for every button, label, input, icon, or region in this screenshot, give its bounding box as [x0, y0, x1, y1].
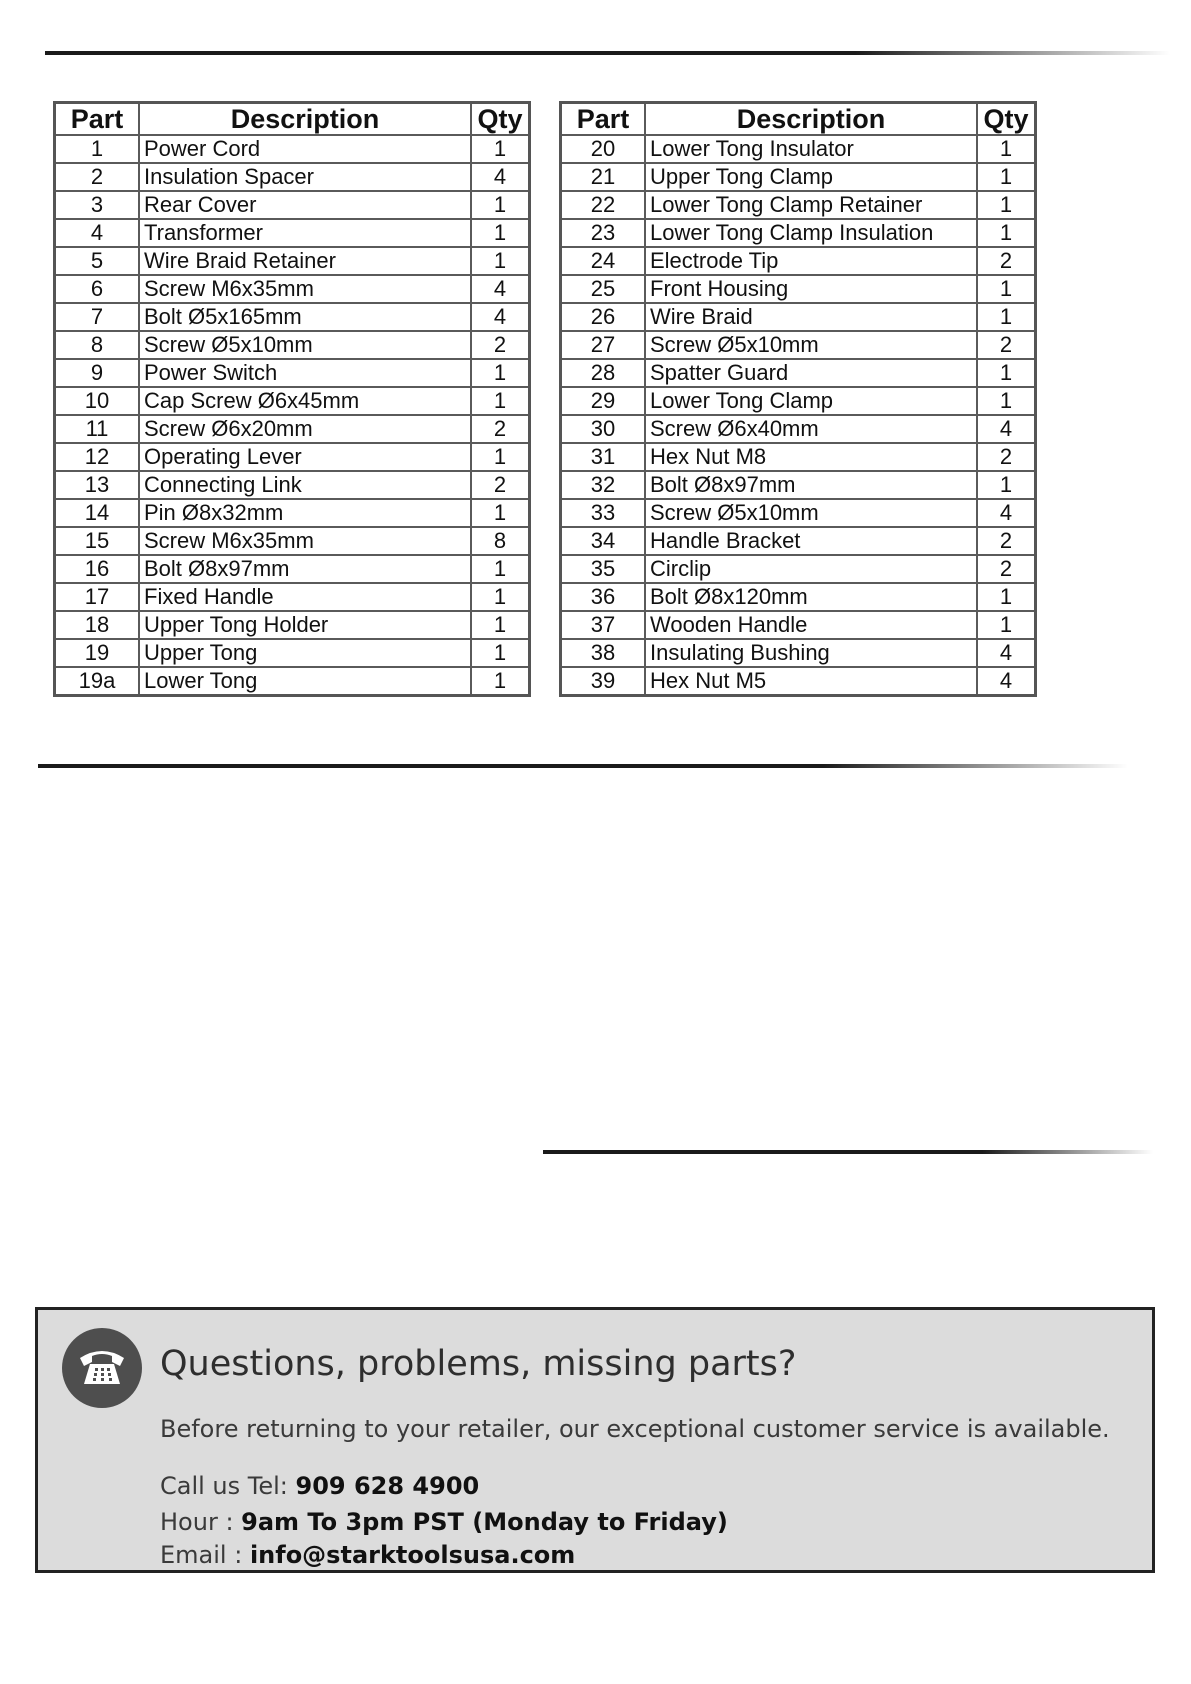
- part-number-cell: 36: [561, 583, 646, 611]
- part-number-cell: 13: [55, 471, 140, 499]
- hours-value: 9am To 3pm PST (Monday to Friday): [241, 1508, 728, 1536]
- table-row: [561, 191, 1036, 219]
- part-number-cell: 32: [561, 471, 646, 499]
- table-row: [561, 471, 1036, 499]
- quantity-cell: 1: [977, 611, 1036, 639]
- quantity-cell: 1: [471, 191, 530, 219]
- description-cell: Bolt Ø8x97mm: [645, 471, 977, 499]
- table-row: [55, 611, 530, 639]
- hours-line: [160, 1508, 728, 1536]
- table-row: [55, 331, 530, 359]
- part-number-cell: 16: [55, 555, 140, 583]
- table-row: [561, 527, 1036, 555]
- quantity-cell: 1: [471, 387, 530, 415]
- description-cell: Lower Tong: [139, 667, 471, 696]
- table-row: [561, 135, 1036, 163]
- description-cell: Screw M6x35mm: [139, 527, 471, 555]
- email-line: [160, 1541, 575, 1569]
- table-row: [561, 443, 1036, 471]
- description-cell: Power Switch: [139, 359, 471, 387]
- table-row: [55, 527, 530, 555]
- part-number-cell: 3: [55, 191, 140, 219]
- part-number-cell: 18: [55, 611, 140, 639]
- description-cell: Wire Braid Retainer: [139, 247, 471, 275]
- part-number-cell: 34: [561, 527, 646, 555]
- quantity-cell: 1: [977, 387, 1036, 415]
- description-cell: Insulating Bushing: [645, 639, 977, 667]
- description-cell: Handle Bracket: [645, 527, 977, 555]
- phone-number[interactable]: 909 628 4900: [295, 1472, 480, 1500]
- part-number-cell: 27: [561, 331, 646, 359]
- quantity-cell: 2: [977, 555, 1036, 583]
- description-cell: Wooden Handle: [645, 611, 977, 639]
- quantity-cell: 1: [471, 219, 530, 247]
- quantity-cell: 1: [471, 639, 530, 667]
- part-number-cell: 10: [55, 387, 140, 415]
- description-cell: Wire Braid: [645, 303, 977, 331]
- quantity-cell: 4: [977, 667, 1036, 696]
- part-number-cell: 37: [561, 611, 646, 639]
- table-row: [55, 583, 530, 611]
- description-cell: Lower Tong Insulator: [645, 135, 977, 163]
- table-row: [561, 611, 1036, 639]
- part-number-cell: 22: [561, 191, 646, 219]
- part-number-cell: 21: [561, 163, 646, 191]
- quantity-cell: 2: [471, 331, 530, 359]
- description-cell: Hex Nut M8: [645, 443, 977, 471]
- description-cell: Cap Screw Ø6x45mm: [139, 387, 471, 415]
- description-cell: Bolt Ø5x165mm: [139, 303, 471, 331]
- table-row: [55, 219, 530, 247]
- description-cell: Hex Nut M5: [645, 667, 977, 696]
- description-cell: Screw Ø5x10mm: [645, 331, 977, 359]
- header-part: Part: [561, 103, 646, 136]
- contact-intro: Before returning to your retailer, our exceptional customer service is available.: [160, 1415, 1110, 1443]
- quantity-cell: 1: [471, 443, 530, 471]
- quantity-cell: 8: [471, 527, 530, 555]
- quantity-cell: 1: [977, 275, 1036, 303]
- part-number-cell: 24: [561, 247, 646, 275]
- quantity-cell: 1: [471, 611, 530, 639]
- description-cell: Pin Ø8x32mm: [139, 499, 471, 527]
- header-part: Part: [55, 103, 140, 136]
- top-divider: [45, 51, 1170, 55]
- part-number-cell: 31: [561, 443, 646, 471]
- quantity-cell: 1: [977, 471, 1036, 499]
- table-row: [561, 331, 1036, 359]
- description-cell: Bolt Ø8x97mm: [139, 555, 471, 583]
- description-cell: Screw Ø5x10mm: [139, 331, 471, 359]
- description-cell: Lower Tong Clamp Retainer: [645, 191, 977, 219]
- quantity-cell: 2: [471, 471, 530, 499]
- table-row: [561, 275, 1036, 303]
- part-number-cell: 6: [55, 275, 140, 303]
- table-row: [561, 415, 1036, 443]
- description-cell: Bolt Ø8x120mm: [645, 583, 977, 611]
- hours-label: Hour :: [160, 1508, 242, 1536]
- table-row: [55, 359, 530, 387]
- part-number-cell: 33: [561, 499, 646, 527]
- description-cell: Spatter Guard: [645, 359, 977, 387]
- description-cell: Insulation Spacer: [139, 163, 471, 191]
- part-number-cell: 26: [561, 303, 646, 331]
- table-row: [55, 247, 530, 275]
- description-cell: Operating Lever: [139, 443, 471, 471]
- description-cell: Fixed Handle: [139, 583, 471, 611]
- table-row: [561, 555, 1036, 583]
- description-cell: Rear Cover: [139, 191, 471, 219]
- header-description: Description: [139, 103, 471, 136]
- quantity-cell: 1: [471, 247, 530, 275]
- header-description: Description: [645, 103, 977, 136]
- table-row: [561, 667, 1036, 696]
- description-cell: Electrode Tip: [645, 247, 977, 275]
- description-cell: Circlip: [645, 555, 977, 583]
- part-number-cell: 14: [55, 499, 140, 527]
- quantity-cell: 1: [471, 583, 530, 611]
- table-row: [561, 583, 1036, 611]
- part-number-cell: 11: [55, 415, 140, 443]
- part-number-cell: 17: [55, 583, 140, 611]
- table-row: [561, 219, 1036, 247]
- contact-title: Questions, problems, missing parts?: [160, 1344, 797, 1384]
- quantity-cell: 1: [977, 303, 1036, 331]
- part-number-cell: 2: [55, 163, 140, 191]
- quantity-cell: 4: [977, 639, 1036, 667]
- quantity-cell: 4: [977, 499, 1036, 527]
- part-number-cell: 1: [55, 135, 140, 163]
- part-number-cell: 39: [561, 667, 646, 696]
- quantity-cell: 1: [977, 135, 1036, 163]
- header-qty: Qty: [977, 103, 1036, 136]
- table-row: [561, 303, 1036, 331]
- quantity-cell: 1: [977, 219, 1036, 247]
- description-cell: Lower Tong Clamp Insulation: [645, 219, 977, 247]
- middle-divider: [38, 764, 1128, 768]
- description-cell: Power Cord: [139, 135, 471, 163]
- table-row: [55, 499, 530, 527]
- table-row: [55, 443, 530, 471]
- quantity-cell: 4: [977, 415, 1036, 443]
- parts-table-left: [53, 101, 531, 697]
- quantity-cell: 1: [471, 555, 530, 583]
- table-row: [55, 415, 530, 443]
- table-row: [55, 135, 530, 163]
- table-row: [561, 387, 1036, 415]
- table-header-row: [561, 103, 1036, 136]
- description-cell: Connecting Link: [139, 471, 471, 499]
- part-number-cell: 8: [55, 331, 140, 359]
- part-number-cell: 19: [55, 639, 140, 667]
- part-number-cell: 23: [561, 219, 646, 247]
- quantity-cell: 1: [977, 163, 1036, 191]
- table-row: [55, 387, 530, 415]
- table-row: [55, 191, 530, 219]
- part-number-cell: 25: [561, 275, 646, 303]
- table-row: [55, 639, 530, 667]
- part-number-cell: 29: [561, 387, 646, 415]
- description-cell: Lower Tong Clamp: [645, 387, 977, 415]
- header-qty: Qty: [471, 103, 530, 136]
- email-label: Email :: [160, 1541, 250, 1569]
- phone-line: [160, 1472, 479, 1500]
- quantity-cell: 4: [471, 163, 530, 191]
- table-row: [55, 471, 530, 499]
- part-number-cell: 15: [55, 527, 140, 555]
- description-cell: Screw Ø6x40mm: [645, 415, 977, 443]
- parts-table-right: [559, 101, 1037, 697]
- part-number-cell: 12: [55, 443, 140, 471]
- quantity-cell: 1: [471, 667, 530, 696]
- phone-label: Call us Tel:: [160, 1472, 296, 1500]
- table-row: [55, 275, 530, 303]
- part-number-cell: 20: [561, 135, 646, 163]
- description-cell: Front Housing: [645, 275, 977, 303]
- part-number-cell: 35: [561, 555, 646, 583]
- quantity-cell: 1: [471, 135, 530, 163]
- quantity-cell: 2: [977, 527, 1036, 555]
- table-row: [55, 667, 530, 696]
- part-number-cell: 7: [55, 303, 140, 331]
- table-row: [561, 163, 1036, 191]
- quantity-cell: 2: [471, 415, 530, 443]
- table-row: [561, 639, 1036, 667]
- telephone-icon: [62, 1328, 142, 1408]
- quantity-cell: 1: [977, 583, 1036, 611]
- description-cell: Transformer: [139, 219, 471, 247]
- part-number-cell: 9: [55, 359, 140, 387]
- description-cell: Upper Tong: [139, 639, 471, 667]
- lower-divider: [543, 1150, 1153, 1154]
- description-cell: Screw Ø5x10mm: [645, 499, 977, 527]
- table-row: [55, 555, 530, 583]
- quantity-cell: 1: [471, 499, 530, 527]
- part-number-cell: 4: [55, 219, 140, 247]
- description-cell: Screw Ø6x20mm: [139, 415, 471, 443]
- table-header-row: [55, 103, 530, 136]
- table-row: [561, 359, 1036, 387]
- quantity-cell: 1: [471, 359, 530, 387]
- quantity-cell: 2: [977, 443, 1036, 471]
- email-address[interactable]: info@starktoolsusa.com: [249, 1541, 576, 1569]
- quantity-cell: 2: [977, 331, 1036, 359]
- table-row: [55, 303, 530, 331]
- quantity-cell: 1: [977, 191, 1036, 219]
- table-row: [561, 247, 1036, 275]
- table-row: [55, 163, 530, 191]
- part-number-cell: 19a: [55, 667, 140, 696]
- quantity-cell: 4: [471, 303, 530, 331]
- description-cell: Upper Tong Holder: [139, 611, 471, 639]
- description-cell: Upper Tong Clamp: [645, 163, 977, 191]
- quantity-cell: 4: [471, 275, 530, 303]
- table-row: [561, 499, 1036, 527]
- part-number-cell: 28: [561, 359, 646, 387]
- part-number-cell: 5: [55, 247, 140, 275]
- part-number-cell: 38: [561, 639, 646, 667]
- part-number-cell: 30: [561, 415, 646, 443]
- description-cell: Screw M6x35mm: [139, 275, 471, 303]
- quantity-cell: 2: [977, 247, 1036, 275]
- quantity-cell: 1: [977, 359, 1036, 387]
- contact-panel: [35, 1307, 1155, 1573]
